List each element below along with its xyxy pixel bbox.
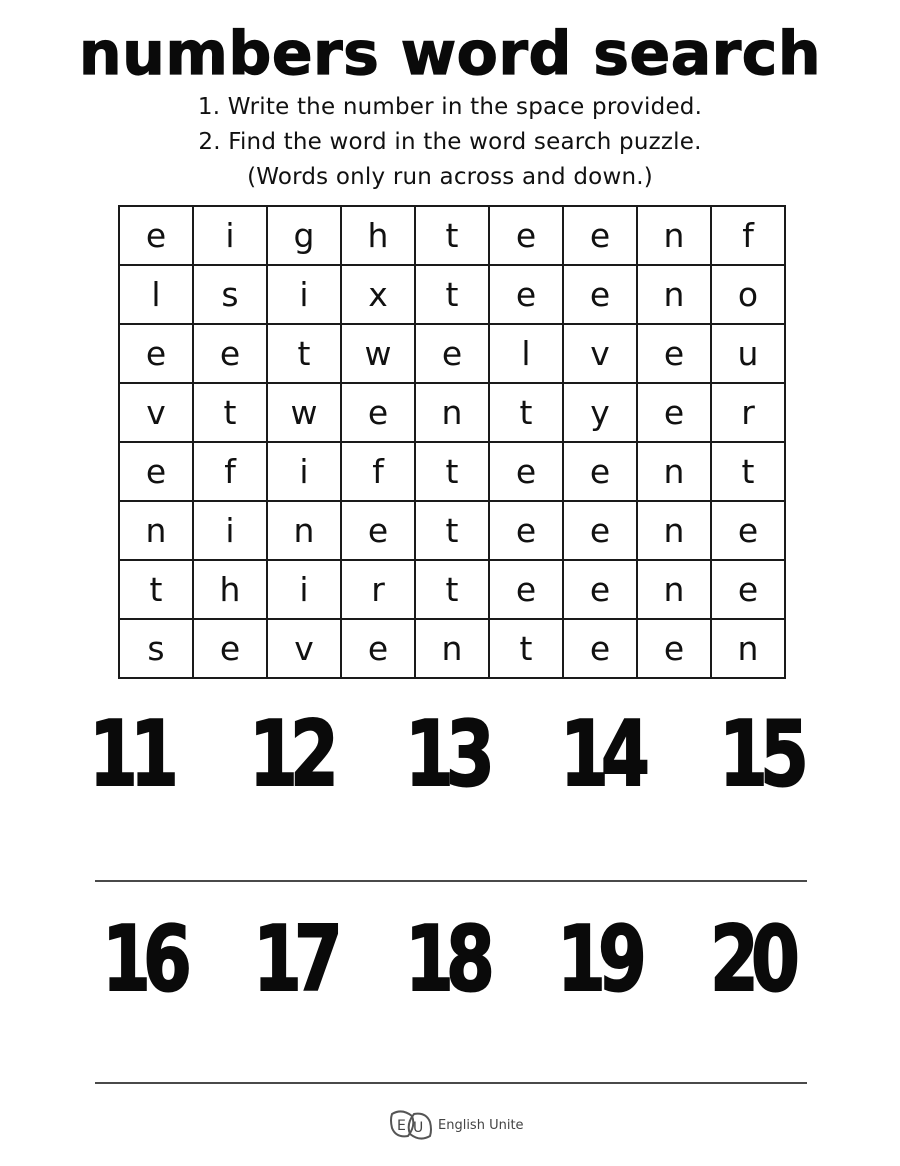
- instructions: [0, 90, 900, 195]
- grid-cell[interactable]: i: [267, 560, 341, 619]
- footer-brand: [388, 1108, 524, 1142]
- grid-cell[interactable]: n: [415, 383, 489, 442]
- grid-cell[interactable]: n: [119, 501, 193, 560]
- grid-cell[interactable]: i: [193, 501, 267, 560]
- grid-cell[interactable]: e: [119, 442, 193, 501]
- grid-cell[interactable]: x: [341, 265, 415, 324]
- grid-row: [119, 619, 785, 678]
- grid-cell[interactable]: f: [193, 442, 267, 501]
- grid-cell[interactable]: e: [563, 206, 637, 265]
- grid-cell[interactable]: f: [711, 206, 785, 265]
- grid-cell[interactable]: s: [119, 619, 193, 678]
- instruction-3: (Words only run across and down.): [247, 164, 653, 190]
- grid-cell[interactable]: e: [637, 619, 711, 678]
- grid-cell[interactable]: e: [711, 501, 785, 560]
- svg-text:E: E: [397, 1118, 406, 1134]
- grid-cell[interactable]: g: [267, 206, 341, 265]
- grid-cell[interactable]: e: [489, 442, 563, 501]
- grid-cell[interactable]: u: [711, 324, 785, 383]
- grid-cell[interactable]: t: [119, 560, 193, 619]
- grid-cell[interactable]: t: [415, 206, 489, 265]
- grid-cell[interactable]: e: [563, 265, 637, 324]
- grid-cell[interactable]: v: [267, 619, 341, 678]
- svg-text:U: U: [413, 1120, 424, 1136]
- instruction-1: 1. Write the number in the space provided.: [197, 94, 703, 120]
- grid-cell[interactable]: e: [193, 619, 267, 678]
- number-16: 16: [101, 907, 185, 1012]
- grid-cell[interactable]: e: [637, 383, 711, 442]
- grid-cell[interactable]: e: [489, 501, 563, 560]
- grid-cell[interactable]: v: [563, 324, 637, 383]
- grid-cell[interactable]: h: [341, 206, 415, 265]
- grid-cell[interactable]: i: [267, 442, 341, 501]
- grid-cell[interactable]: e: [637, 324, 711, 383]
- number-13: 13: [404, 702, 488, 807]
- grid-cell[interactable]: t: [193, 383, 267, 442]
- grid-cell[interactable]: t: [415, 442, 489, 501]
- grid-cell[interactable]: e: [489, 265, 563, 324]
- grid-cell[interactable]: e: [341, 383, 415, 442]
- grid-cell[interactable]: e: [119, 324, 193, 383]
- grid-row: [119, 383, 785, 442]
- grid-cell[interactable]: y: [563, 383, 637, 442]
- grid-cell[interactable]: t: [489, 619, 563, 678]
- number-12: 12: [248, 702, 332, 807]
- grid-cell[interactable]: l: [119, 265, 193, 324]
- grid-cell[interactable]: n: [267, 501, 341, 560]
- number-11: 11: [88, 702, 172, 807]
- grid-cell[interactable]: r: [341, 560, 415, 619]
- grid-cell[interactable]: e: [711, 560, 785, 619]
- instruction-2: 2. Find the word in the word search puzzle.: [198, 129, 702, 155]
- grid-cell[interactable]: n: [637, 501, 711, 560]
- grid-cell[interactable]: r: [711, 383, 785, 442]
- grid-cell[interactable]: n: [637, 206, 711, 265]
- grid-cell[interactable]: e: [341, 619, 415, 678]
- grid-cell[interactable]: v: [119, 383, 193, 442]
- brand-name: English Unite: [438, 1117, 524, 1133]
- grid-cell[interactable]: n: [637, 265, 711, 324]
- grid-cell[interactable]: n: [637, 442, 711, 501]
- grid-cell[interactable]: e: [563, 619, 637, 678]
- grid-row: [119, 560, 785, 619]
- grid-cell[interactable]: e: [489, 560, 563, 619]
- number-20: 20: [709, 907, 793, 1012]
- grid-row: [119, 206, 785, 265]
- grid-cell[interactable]: n: [711, 619, 785, 678]
- number-17: 17: [252, 907, 336, 1012]
- grid-cell[interactable]: t: [415, 265, 489, 324]
- page-title: numbers word search: [78, 19, 822, 89]
- grid-cell[interactable]: e: [563, 560, 637, 619]
- answer-line-1[interactable]: [95, 880, 807, 882]
- grid-cell[interactable]: e: [341, 501, 415, 560]
- grid-cell[interactable]: t: [415, 560, 489, 619]
- number-19: 19: [556, 907, 640, 1012]
- grid-cell[interactable]: l: [489, 324, 563, 383]
- grid-cell[interactable]: n: [637, 560, 711, 619]
- grid-row: [119, 442, 785, 501]
- grid-cell[interactable]: e: [563, 501, 637, 560]
- number-18: 18: [404, 907, 488, 1012]
- grid-cell[interactable]: f: [341, 442, 415, 501]
- answer-line-2[interactable]: [95, 1082, 807, 1084]
- word-search-grid: [118, 205, 786, 679]
- grid-cell[interactable]: t: [489, 383, 563, 442]
- grid-cell[interactable]: o: [711, 265, 785, 324]
- grid-cell[interactable]: e: [489, 206, 563, 265]
- grid-row: [119, 501, 785, 560]
- number-14: 14: [559, 702, 643, 807]
- grid-cell[interactable]: e: [193, 324, 267, 383]
- grid-cell[interactable]: t: [267, 324, 341, 383]
- grid-cell[interactable]: e: [563, 442, 637, 501]
- grid-cell[interactable]: h: [193, 560, 267, 619]
- grid-cell[interactable]: i: [193, 206, 267, 265]
- grid-cell[interactable]: i: [267, 265, 341, 324]
- leaf-eu-logo-icon: [388, 1108, 434, 1142]
- grid-cell[interactable]: e: [415, 324, 489, 383]
- grid-cell[interactable]: t: [711, 442, 785, 501]
- grid-cell[interactable]: w: [267, 383, 341, 442]
- grid-row: [119, 324, 785, 383]
- grid-cell[interactable]: n: [415, 619, 489, 678]
- grid-cell[interactable]: e: [119, 206, 193, 265]
- grid-row: [119, 265, 785, 324]
- grid-cell[interactable]: s: [193, 265, 267, 324]
- number-15: 15: [718, 702, 802, 807]
- grid-cell[interactable]: t: [415, 501, 489, 560]
- grid-cell[interactable]: w: [341, 324, 415, 383]
